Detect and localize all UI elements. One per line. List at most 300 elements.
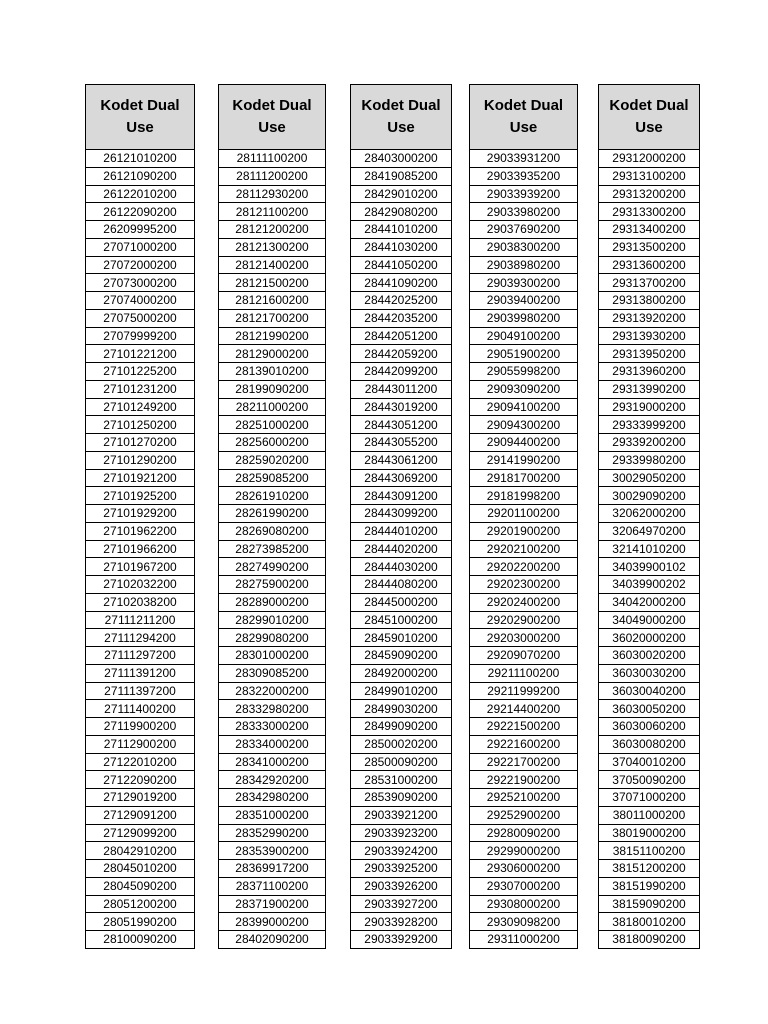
table-row <box>599 611 700 629</box>
code-cell: 38011000200 <box>599 806 700 824</box>
table-row <box>351 664 452 682</box>
table-row <box>351 877 452 895</box>
code-cell: 36030040200 <box>599 682 700 700</box>
table-row <box>599 345 700 363</box>
code-cell: 37071000200 <box>599 789 700 807</box>
table-row <box>219 629 326 647</box>
code-cell: 28121300200 <box>219 238 326 256</box>
table-row <box>470 505 578 523</box>
code-cell: 28121100200 <box>219 203 326 221</box>
table-row <box>219 789 326 807</box>
code-cell: 29202400200 <box>470 593 578 611</box>
code-cell: 29039300200 <box>470 274 578 292</box>
table-row <box>470 682 578 700</box>
code-cell: 27101290200 <box>86 451 195 469</box>
code-cell: 29319000200 <box>599 398 700 416</box>
code-table-4 <box>469 84 578 949</box>
table-row <box>351 540 452 558</box>
table-row <box>86 735 195 753</box>
table-row <box>86 913 195 931</box>
code-cell: 28042910200 <box>86 842 195 860</box>
table-row <box>219 753 326 771</box>
code-cell: 29181700200 <box>470 469 578 487</box>
table-row <box>470 203 578 221</box>
table-row <box>351 824 452 842</box>
code-cell: 27102038200 <box>86 593 195 611</box>
table-row <box>470 469 578 487</box>
table-row <box>86 664 195 682</box>
table-row <box>470 913 578 931</box>
table-row <box>470 238 578 256</box>
table-row <box>219 860 326 878</box>
code-cell: 29033923200 <box>351 824 452 842</box>
code-cell: 29333999200 <box>599 416 700 434</box>
table-row <box>351 221 452 239</box>
table-row <box>219 167 326 185</box>
code-cell: 28332980200 <box>219 700 326 718</box>
code-cell: 29313950200 <box>599 345 700 363</box>
table-row <box>86 576 195 594</box>
table-row <box>219 558 326 576</box>
table-row <box>599 185 700 203</box>
code-cell: 29051900200 <box>470 345 578 363</box>
code-cell: 26122090200 <box>86 203 195 221</box>
table-row <box>86 522 195 540</box>
code-table-1 <box>85 84 195 949</box>
code-cell: 27111397200 <box>86 682 195 700</box>
table-row <box>599 416 700 434</box>
column-header: Kodet Dual Use <box>470 85 578 150</box>
code-cell: 29094300200 <box>470 416 578 434</box>
code-cell: 34039900202 <box>599 576 700 594</box>
code-cell: 27122010200 <box>86 753 195 771</box>
table-row <box>599 274 700 292</box>
code-cell: 26121090200 <box>86 167 195 185</box>
table-row <box>219 451 326 469</box>
code-cell: 27071000200 <box>86 238 195 256</box>
table-row <box>219 540 326 558</box>
table-row <box>599 292 700 310</box>
table-row <box>219 274 326 292</box>
code-cell: 28441090200 <box>351 274 452 292</box>
table-row <box>219 309 326 327</box>
table-row <box>599 895 700 913</box>
table-row <box>351 150 452 168</box>
table-row <box>86 771 195 789</box>
table-row <box>470 256 578 274</box>
table-row <box>219 611 326 629</box>
table-row <box>219 434 326 452</box>
code-cell: 36030030200 <box>599 664 700 682</box>
table-row <box>86 274 195 292</box>
code-cell: 28445000200 <box>351 593 452 611</box>
table-row <box>219 522 326 540</box>
table-row <box>599 238 700 256</box>
table-row <box>351 203 452 221</box>
code-cell: 29308000200 <box>470 895 578 913</box>
code-cell: 29033935200 <box>470 167 578 185</box>
table-row <box>470 522 578 540</box>
table-row <box>351 629 452 647</box>
code-cell: 27101221200 <box>86 345 195 363</box>
code-cell: 29093090200 <box>470 380 578 398</box>
code-cell: 28274990200 <box>219 558 326 576</box>
table-row <box>599 309 700 327</box>
code-cell: 27101925200 <box>86 487 195 505</box>
table-row <box>351 593 452 611</box>
code-cell: 29039400200 <box>470 292 578 310</box>
code-cell: 29038300200 <box>470 238 578 256</box>
table-row <box>351 842 452 860</box>
table-row <box>351 238 452 256</box>
code-cell: 28341000200 <box>219 753 326 771</box>
table-row <box>599 203 700 221</box>
table-row <box>86 806 195 824</box>
table-row <box>351 416 452 434</box>
table-row <box>470 576 578 594</box>
code-cell: 29339200200 <box>599 434 700 452</box>
table-row <box>599 806 700 824</box>
table-row <box>219 380 326 398</box>
table-row <box>470 451 578 469</box>
code-cell: 29201100200 <box>470 505 578 523</box>
table-row <box>351 327 452 345</box>
table-row <box>86 398 195 416</box>
table-row <box>351 292 452 310</box>
table-row <box>470 629 578 647</box>
table-row <box>86 789 195 807</box>
table-row <box>351 931 452 949</box>
code-cell: 28403000200 <box>351 150 452 168</box>
table-row <box>470 931 578 949</box>
table-row <box>599 913 700 931</box>
code-cell: 29252100200 <box>470 789 578 807</box>
code-cell: 28499010200 <box>351 682 452 700</box>
code-cell: 29312000200 <box>599 150 700 168</box>
table-row <box>86 185 195 203</box>
code-cell: 29055998200 <box>470 363 578 381</box>
table-row <box>470 824 578 842</box>
table-row <box>86 238 195 256</box>
code-cell: 28353900200 <box>219 842 326 860</box>
code-cell: 29313500200 <box>599 238 700 256</box>
code-cell: 28351000200 <box>219 806 326 824</box>
table-row <box>219 469 326 487</box>
code-cell: 28371900200 <box>219 895 326 913</box>
table-row <box>470 380 578 398</box>
table-row <box>219 363 326 381</box>
table-row <box>219 735 326 753</box>
code-cell: 28051990200 <box>86 913 195 931</box>
column-header: Kodet Dual Use <box>86 85 195 150</box>
table-row <box>86 451 195 469</box>
code-cell: 28371100200 <box>219 877 326 895</box>
table-row <box>351 309 452 327</box>
table-row <box>351 682 452 700</box>
table-row <box>470 167 578 185</box>
code-cell: 29313600200 <box>599 256 700 274</box>
code-cell: 34039900102 <box>599 558 700 576</box>
code-cell: 29211999200 <box>470 682 578 700</box>
table-row <box>86 753 195 771</box>
table-row <box>599 398 700 416</box>
table-row <box>219 682 326 700</box>
code-cell: 28333000200 <box>219 718 326 736</box>
table-row <box>351 806 452 824</box>
code-cell: 29313960200 <box>599 363 700 381</box>
code-cell: 27111211200 <box>86 611 195 629</box>
code-cell: 29033921200 <box>351 806 452 824</box>
code-cell: 27075000200 <box>86 309 195 327</box>
code-cell: 29313920200 <box>599 309 700 327</box>
code-cell: 36030060200 <box>599 718 700 736</box>
code-cell: 29313800200 <box>599 292 700 310</box>
table-row <box>599 558 700 576</box>
code-cell: 27129091200 <box>86 806 195 824</box>
code-list <box>599 150 700 949</box>
code-cell: 29313930200 <box>599 327 700 345</box>
code-cell: 28045090200 <box>86 877 195 895</box>
table-row <box>351 913 452 931</box>
code-cell: 28399000200 <box>219 913 326 931</box>
code-cell: 29202900200 <box>470 611 578 629</box>
table-row <box>86 203 195 221</box>
code-cell: 28352990200 <box>219 824 326 842</box>
code-cell: 28442025200 <box>351 292 452 310</box>
code-cell: 28441050200 <box>351 256 452 274</box>
table-row <box>86 824 195 842</box>
table-row <box>86 682 195 700</box>
code-cell: 29037690200 <box>470 221 578 239</box>
code-cell: 37040010200 <box>599 753 700 771</box>
code-cell: 29339980200 <box>599 451 700 469</box>
code-cell: 36030050200 <box>599 700 700 718</box>
table-row <box>599 842 700 860</box>
code-cell: 29202100200 <box>470 540 578 558</box>
table-row <box>470 877 578 895</box>
table-row <box>599 540 700 558</box>
table-row <box>86 469 195 487</box>
table-row <box>86 434 195 452</box>
code-cell: 28322000200 <box>219 682 326 700</box>
table-row <box>351 167 452 185</box>
code-list <box>86 150 195 949</box>
code-cell: 28443061200 <box>351 451 452 469</box>
code-cell: 27101929200 <box>86 505 195 523</box>
table-row <box>351 505 452 523</box>
table-row <box>470 292 578 310</box>
code-cell: 28299010200 <box>219 611 326 629</box>
code-cell: 28429010200 <box>351 185 452 203</box>
table-row <box>219 398 326 416</box>
code-cell: 29033927200 <box>351 895 452 913</box>
code-cell: 28442059200 <box>351 345 452 363</box>
table-row <box>86 505 195 523</box>
table-row <box>599 629 700 647</box>
table-row <box>219 593 326 611</box>
table-row <box>86 700 195 718</box>
table-row <box>599 380 700 398</box>
table-row <box>86 363 195 381</box>
code-cell: 26121010200 <box>86 150 195 168</box>
table-row <box>219 576 326 594</box>
table-row <box>351 895 452 913</box>
table-row <box>219 931 326 949</box>
table-row <box>470 735 578 753</box>
code-cell: 38180090200 <box>599 931 700 949</box>
table-row <box>219 256 326 274</box>
table-row <box>351 345 452 363</box>
code-cell: 29313300200 <box>599 203 700 221</box>
code-cell: 29306000200 <box>470 860 578 878</box>
table-row <box>470 611 578 629</box>
table-row <box>86 647 195 665</box>
code-cell: 28429080200 <box>351 203 452 221</box>
table-row <box>599 256 700 274</box>
table-row <box>470 753 578 771</box>
code-cell: 28539090200 <box>351 789 452 807</box>
code-cell: 27101270200 <box>86 434 195 452</box>
code-cell: 28443099200 <box>351 505 452 523</box>
code-cell: 29033929200 <box>351 931 452 949</box>
table-row <box>219 238 326 256</box>
code-cell: 29181998200 <box>470 487 578 505</box>
code-cell: 28051200200 <box>86 895 195 913</box>
code-list <box>351 150 452 949</box>
code-cell: 29033926200 <box>351 877 452 895</box>
code-list <box>470 150 578 949</box>
table-row <box>351 185 452 203</box>
code-cell: 28259020200 <box>219 451 326 469</box>
code-cell: 27111294200 <box>86 629 195 647</box>
table-row <box>599 682 700 700</box>
code-cell: 38151990200 <box>599 877 700 895</box>
code-cell: 28342920200 <box>219 771 326 789</box>
table-row <box>351 434 452 452</box>
table-row <box>470 363 578 381</box>
table-row <box>86 380 195 398</box>
table-row <box>470 789 578 807</box>
table-row <box>470 771 578 789</box>
table-row <box>470 398 578 416</box>
code-cell: 36030080200 <box>599 735 700 753</box>
table-row <box>599 753 700 771</box>
table-row <box>351 522 452 540</box>
code-cell: 29313700200 <box>599 274 700 292</box>
table-row <box>86 931 195 949</box>
table-row <box>351 274 452 292</box>
code-cell: 28443011200 <box>351 380 452 398</box>
table-row <box>599 522 700 540</box>
table-row <box>470 150 578 168</box>
code-cell: 28402090200 <box>219 931 326 949</box>
table-row <box>219 806 326 824</box>
table-row <box>351 753 452 771</box>
code-cell: 28112930200 <box>219 185 326 203</box>
table-row <box>219 327 326 345</box>
table-row <box>470 718 578 736</box>
table-row <box>599 664 700 682</box>
code-table-2 <box>218 84 326 949</box>
code-table-3 <box>350 84 452 949</box>
code-cell: 29309098200 <box>470 913 578 931</box>
code-cell: 28443051200 <box>351 416 452 434</box>
code-cell: 28309085200 <box>219 664 326 682</box>
code-cell: 28444080200 <box>351 576 452 594</box>
code-cell: 29033925200 <box>351 860 452 878</box>
code-cell: 26209995200 <box>86 221 195 239</box>
code-cell: 27102032200 <box>86 576 195 594</box>
code-cell: 27119900200 <box>86 718 195 736</box>
code-cell: 28261910200 <box>219 487 326 505</box>
table-row <box>599 647 700 665</box>
code-cell: 29033931200 <box>470 150 578 168</box>
code-cell: 28444030200 <box>351 558 452 576</box>
code-cell: 28100090200 <box>86 931 195 949</box>
table-row <box>470 895 578 913</box>
code-cell: 27073000200 <box>86 274 195 292</box>
table-row <box>351 718 452 736</box>
table-row <box>470 593 578 611</box>
code-cell: 29038980200 <box>470 256 578 274</box>
table-row <box>219 150 326 168</box>
table-row <box>351 469 452 487</box>
table-row <box>219 700 326 718</box>
code-cell: 28301000200 <box>219 647 326 665</box>
code-cell: 29221900200 <box>470 771 578 789</box>
code-cell: 28139010200 <box>219 363 326 381</box>
table-row <box>219 877 326 895</box>
table-row <box>599 824 700 842</box>
table-row <box>470 434 578 452</box>
table-row <box>599 167 700 185</box>
table-row <box>219 771 326 789</box>
code-cell: 28211000200 <box>219 398 326 416</box>
code-cell: 27129019200 <box>86 789 195 807</box>
code-cell: 27101249200 <box>86 398 195 416</box>
table-row <box>86 167 195 185</box>
code-cell: 29221500200 <box>470 718 578 736</box>
code-cell: 28342980200 <box>219 789 326 807</box>
code-cell: 29094400200 <box>470 434 578 452</box>
code-cell: 27101225200 <box>86 363 195 381</box>
code-cell: 28442051200 <box>351 327 452 345</box>
code-cell: 27074000200 <box>86 292 195 310</box>
column-header: Kodet Dual Use <box>599 85 700 150</box>
code-cell: 28444020200 <box>351 540 452 558</box>
code-cell: 34049000200 <box>599 611 700 629</box>
code-cell: 28443019200 <box>351 398 452 416</box>
code-cell: 27101921200 <box>86 469 195 487</box>
code-cell: 29094100200 <box>470 398 578 416</box>
code-cell: 29313100200 <box>599 167 700 185</box>
code-cell: 28492000200 <box>351 664 452 682</box>
code-cell: 28500090200 <box>351 753 452 771</box>
table-row <box>219 221 326 239</box>
table-row <box>470 416 578 434</box>
table-row <box>599 150 700 168</box>
table-row <box>86 292 195 310</box>
code-cell: 32141010200 <box>599 540 700 558</box>
table-row <box>86 150 195 168</box>
code-cell: 28451000200 <box>351 611 452 629</box>
code-cell: 27101966200 <box>86 540 195 558</box>
table-row <box>470 647 578 665</box>
table-row <box>599 700 700 718</box>
code-cell: 29214400200 <box>470 700 578 718</box>
table-row <box>219 345 326 363</box>
code-cell: 29202300200 <box>470 576 578 594</box>
